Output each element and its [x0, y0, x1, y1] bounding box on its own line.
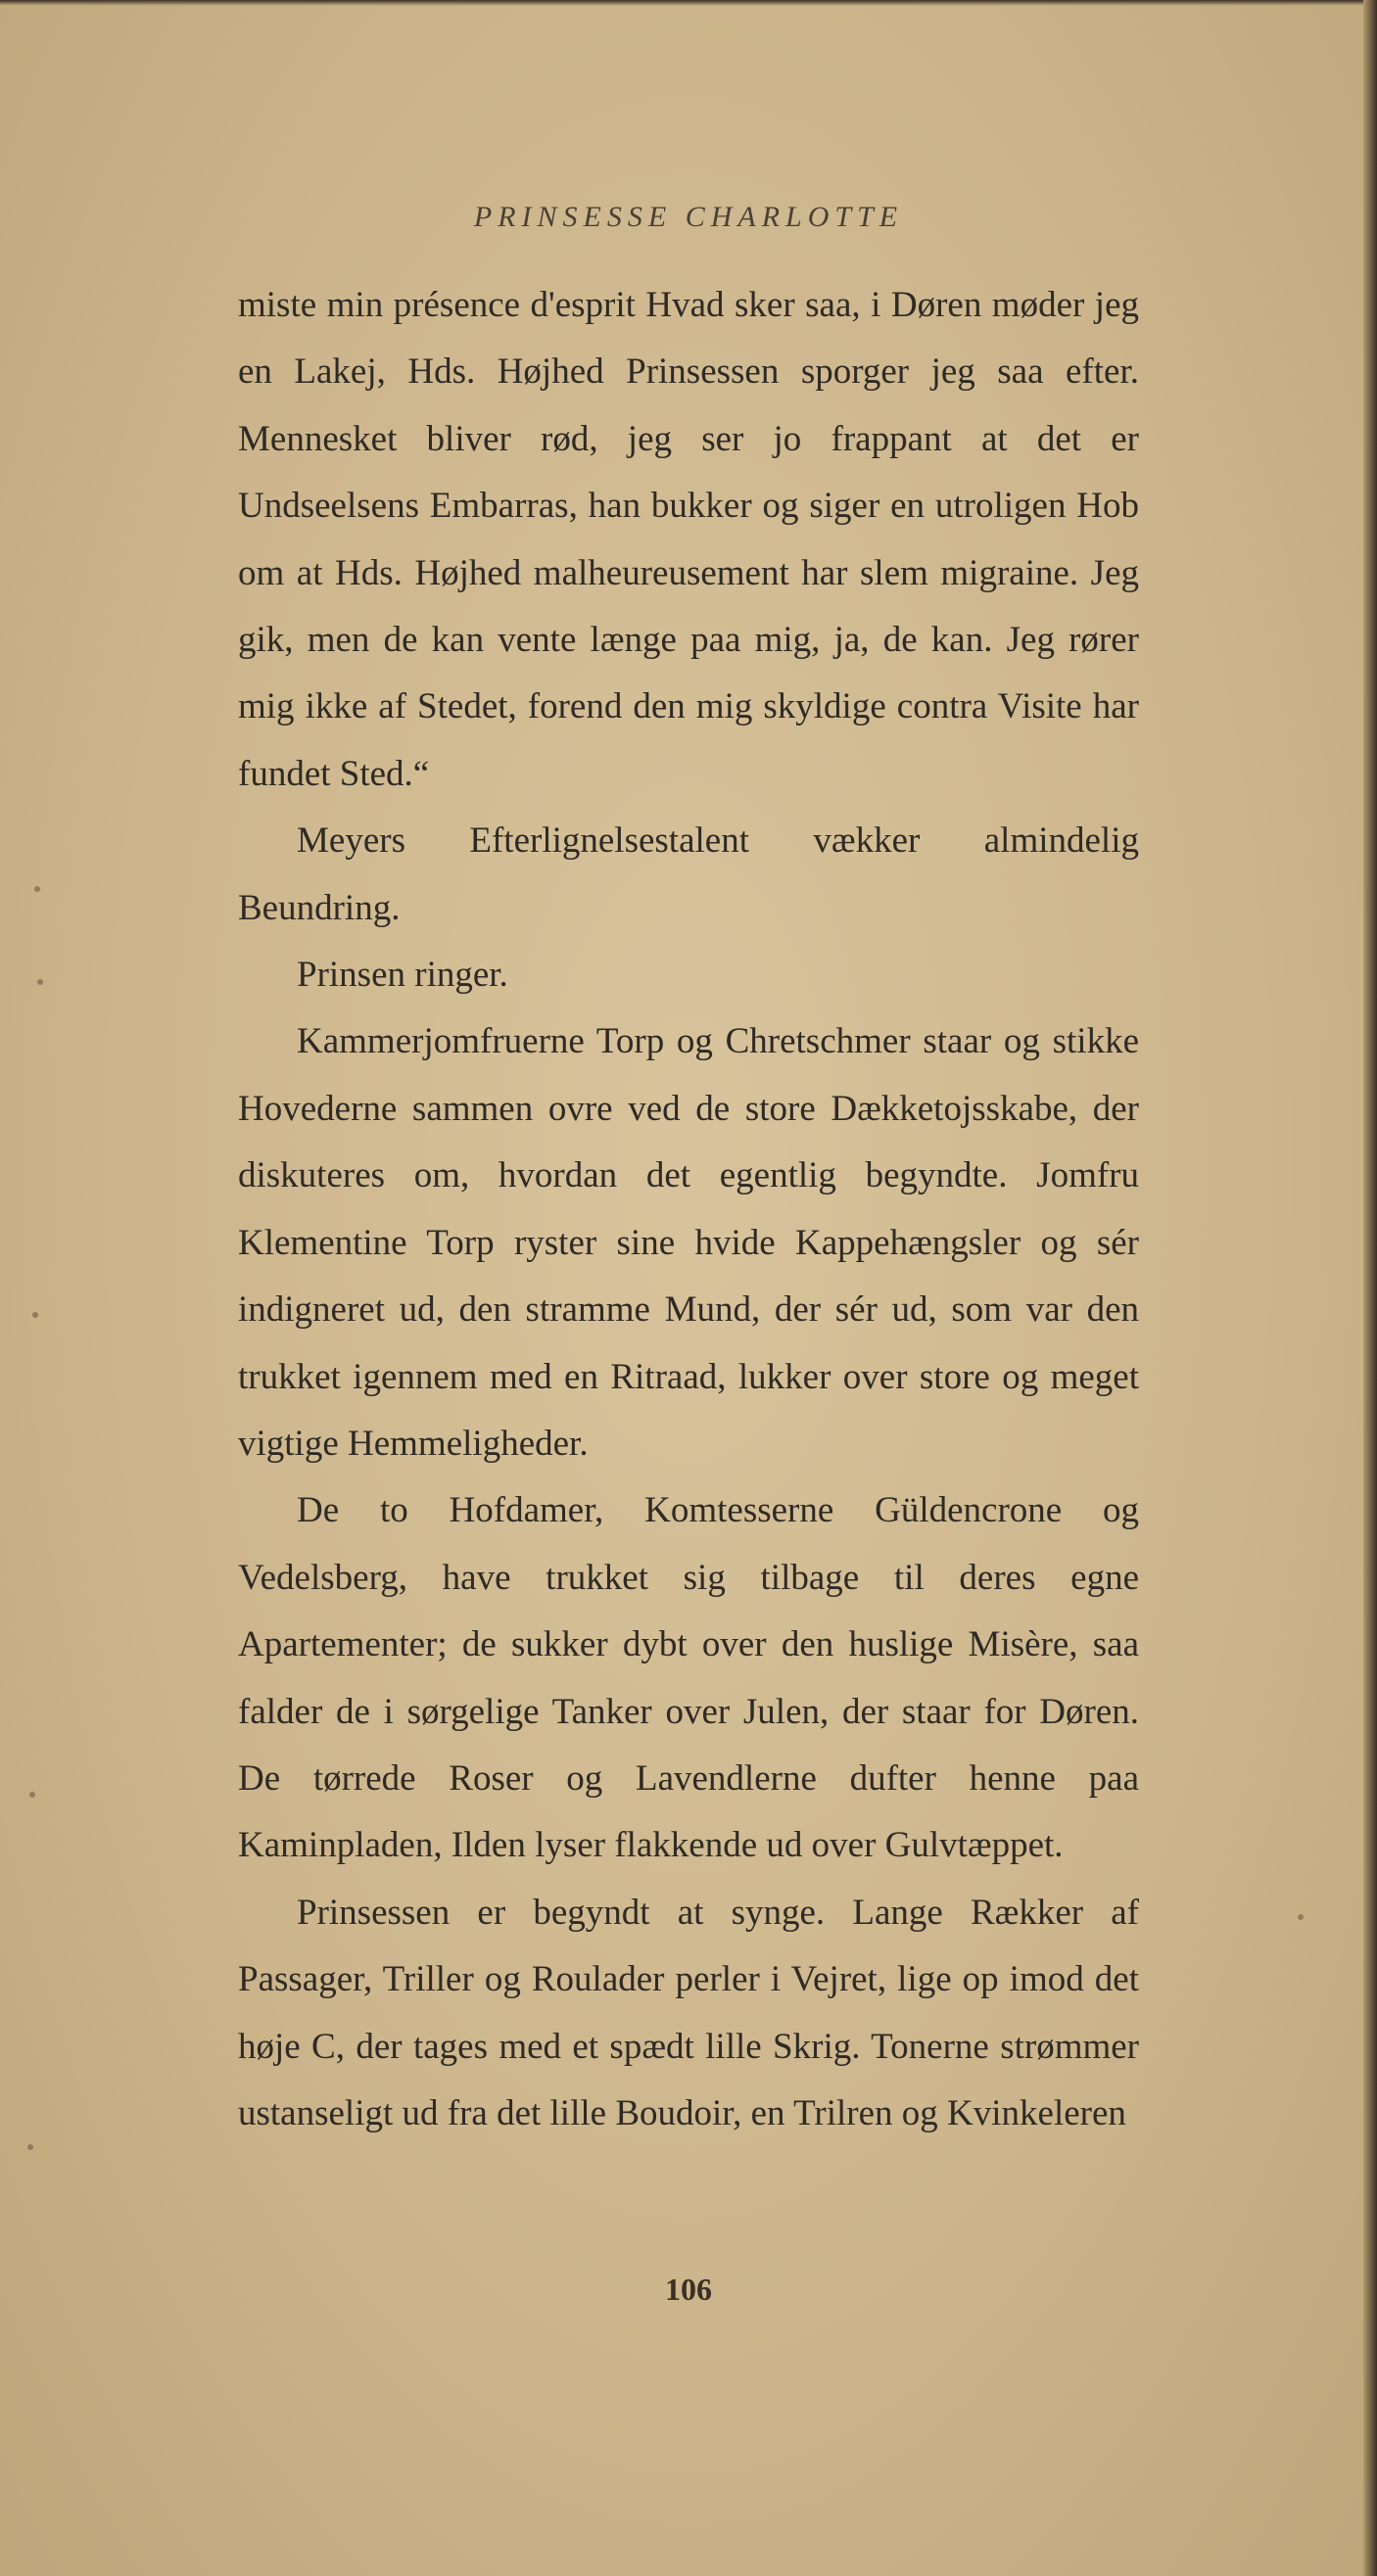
paragraph-4: Kammerjomfruerne Torp og Chretschmer staar og stikke Hovederne sammen ovre ved de store Dækketojsskabe, der diskuteres om, hvordan det egentlig begyndte. Jomfru Klementine Torp ryster sine hvide Kappehængsler og sér indigneret ud, den stramme Mund, der sér ud, som var den trukket igennem med en Ritraad, lukker over store og meget vigtige Hemmeligheder. — [238, 1021, 1139, 1464]
paper-speck — [34, 886, 40, 892]
body-text — [238, 272, 1139, 2147]
paragraph-1: miste min présence d'esprit Hvad sker saa, i Døren møder jeg en Lakej, Hds. Højhed Prinsessen sporger jeg saa efter. Mennesket bliver rød, jeg ser jo frappant at det er Undseelsens Embarras, han bukker og siger en utroligen Hob om at Hds. Højhed malheureusement har slem migraine. Jeg gik, men de kan vente længe paa mig, ja, de kan. Jeg rører mig ikke af Stedet, forend den mig skyldige contra Visite har fundet Sted.“ — [238, 285, 1139, 794]
page-right-edge — [1363, 0, 1377, 2576]
page-top-edge — [0, 0, 1377, 6]
paragraph-5: De to Hofdamer, Komtesserne Güldencrone og Vedelsberg, have trukket sig tilbage til deres egne Apartementer; de sukker dybt over den huslige Misère, saa falder de i sørgelige Tanker over Julen, der staar for Døren. De tørrede Roser og Lavendlerne dufter henne paa Kaminpladen, Ilden lyser flakkende ud over Gulvtæppet. — [238, 1490, 1139, 1866]
paper-speck — [1298, 1914, 1304, 1920]
page-number: 106 — [665, 2272, 712, 2307]
paper-speck — [27, 2144, 33, 2150]
paper-speck — [32, 1312, 38, 1318]
paper-speck — [29, 1792, 35, 1798]
paragraph-6: Prinsessen er begyndt at synge. Lange Rækker af Passager, Triller og Roulader perler i Vejret, lige op imod det høje C, der tages med et spædt lille Skrig. Tonerne strømmer ustanseligt ud fra det lille Boudoir, en Trilren og Kvinkeleren — [238, 1892, 1139, 2133]
paragraph-3: Prinsen ringer. — [297, 955, 508, 996]
running-head: PRINSESSE CHARLOTTE — [473, 201, 904, 233]
paragraph-2: Meyers Efterlignelsestalent vækker almindelig Beundring. — [238, 820, 1139, 928]
paper-speck — [37, 979, 43, 985]
